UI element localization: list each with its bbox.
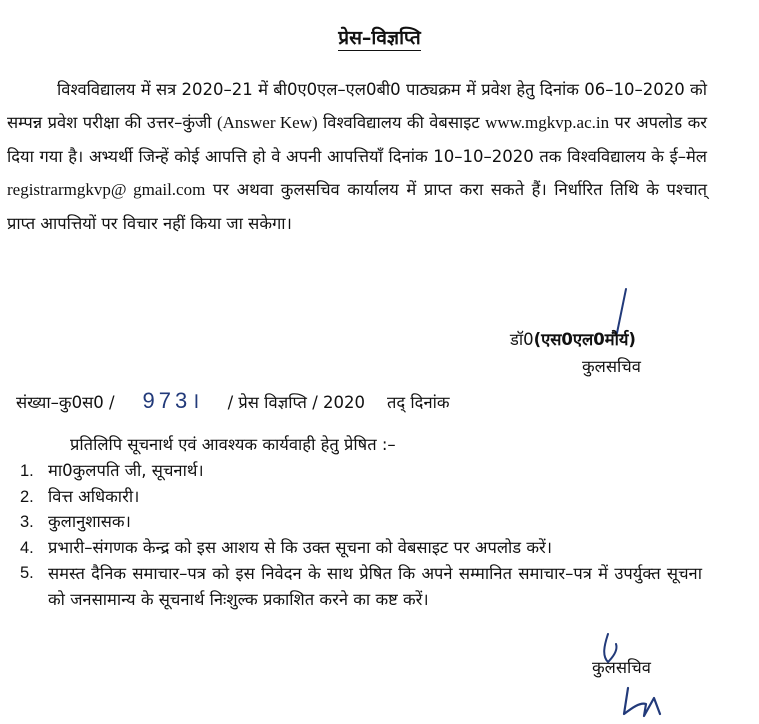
reference-date: तद् दिनांक <box>387 393 450 412</box>
reference-line <box>16 385 450 415</box>
reference-number: 973। <box>142 388 204 413</box>
list-item-number: 2. <box>20 487 34 506</box>
body-part-1: विश्वविद्यालय में सत्र 2020–21 में बी0ए0एल–एल0बी0 पाठ्यक्रम में प्रवेश हेतु दिनांक 06–10–2020 को सम्पन्न प्रवेश परीक्षा की उत्तर–कुंजी <box>7 80 707 133</box>
document-title-text: प्रेस–विज्ञप्ति <box>338 27 421 49</box>
reference-prefix: संख्या–कु0स0 / <box>16 393 115 412</box>
body-paragraph <box>7 73 707 240</box>
website-link[interactable]: www.mgkvp.ac.in <box>485 113 610 133</box>
copy-intro: प्रतिलिपि सूचनार्थ एवं आवश्यक कार्यवाही हेतु प्रेषित :– <box>70 435 396 454</box>
reference-suffix: / प्रेस विज्ञप्ति / 2020 <box>227 393 365 412</box>
list-item-number: 4. <box>20 538 34 557</box>
signatory-prefix: डॉ0 <box>510 330 534 349</box>
list-item-text: कुलानुशासक। <box>48 512 131 531</box>
list-item <box>20 459 702 483</box>
email-address[interactable]: registrarmgkvp@ gmail.com <box>7 180 206 200</box>
answer-key-english: (Answer Kew) <box>216 113 318 133</box>
list-item <box>20 561 702 613</box>
list-item-text: समस्त दैनिक समाचार–पत्र को इस निवेदन के साथ प्रेषित कि अपने सम्मानित समाचार–पत्र में उपर्युक्त सूचना को जनसामान्य के सूचनार्थ निःशुल्क प्रकाशित करने का कष्ट करें। <box>48 564 702 609</box>
signatory-fullname: (एस0एल0मौर्य) <box>533 330 636 349</box>
list-item <box>20 510 702 534</box>
body-part-3: पर अपलोड कर दिया गया है। अभ्यर्थी जिन्हें कोई आपत्ति हो वे अपनी आपत्तियाँ दिनांक 10–10–2020 तक विश्वविद्यालय के ई–मेल <box>7 113 708 166</box>
list-item-number: 3. <box>20 513 34 531</box>
list-item-number: 1. <box>20 462 34 480</box>
list-item-text: मा0कुलपति जी, सूचनार्थ। <box>48 461 204 480</box>
document-title <box>0 24 759 50</box>
list-item <box>20 536 702 560</box>
closing-title: कुलसचिव <box>592 658 651 677</box>
list-item <box>20 485 702 509</box>
signatory-name <box>510 327 636 350</box>
copy-list <box>20 459 702 615</box>
list-item-text: वित्त अधिकारी। <box>48 486 140 506</box>
body-part-4: पर अथवा कुलसचिव कार्यालय में प्राप्त करा सकते हैं। निर्धारित तिथि के पश्चात् प्राप्त आपत्तियों पर विचार नहीं किया जा सकेगा। <box>7 180 707 233</box>
list-item-number: 5. <box>20 564 34 582</box>
list-item-text: प्रभारी–संगणक केन्द्र को इस आशय से कि उक्त सूचना को वेबसाइट पर अपलोड करें। <box>48 537 553 557</box>
body-part-2: विश्वविद्यालय की वेबसाइट <box>323 113 480 133</box>
signatory-title: कुलसचिव <box>582 357 641 376</box>
